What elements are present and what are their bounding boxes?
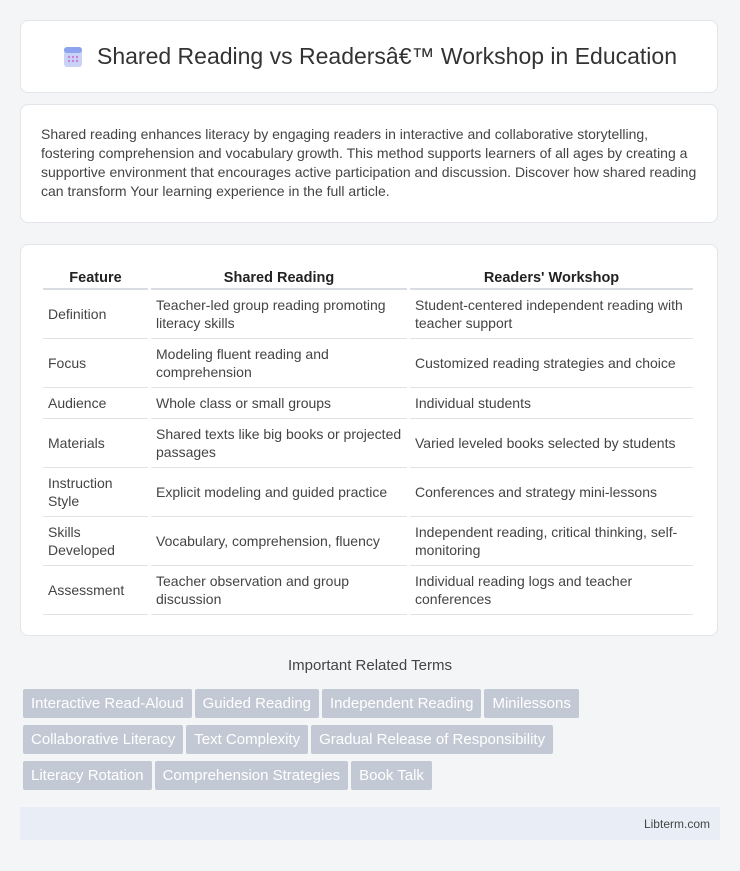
table-row: [43, 290, 693, 339]
term-tag[interactable]: Comprehension Strategies: [155, 761, 349, 790]
related-terms-list: [23, 689, 723, 797]
feature-cell: Assessment: [43, 566, 148, 615]
readers-workshop-cell: Student-centered independent reading with teacher support: [410, 290, 693, 339]
term-tag[interactable]: Guided Reading: [195, 689, 319, 718]
table-header-row: [43, 265, 693, 290]
term-tag[interactable]: Interactive Read-Aloud: [23, 689, 192, 718]
term-tag[interactable]: Book Talk: [351, 761, 432, 790]
table-row: [43, 419, 693, 468]
comparison-table: [40, 265, 696, 615]
term-tag[interactable]: Independent Reading: [322, 689, 481, 718]
feature-cell: Audience: [43, 388, 148, 419]
term-tag[interactable]: Collaborative Literacy: [23, 725, 183, 754]
readers-workshop-cell: Individual reading logs and teacher conferences: [410, 566, 693, 615]
readers-workshop-cell: Independent reading, critical thinking, self-monitoring: [410, 517, 693, 566]
intro-text: Shared reading enhances literacy by engaging readers in interactive and collaborative storytelling, fostering comprehension and vocabulary growth. This method supports learners of all ages by creating a supportive environment that encourages active participation and discussion. Discover how shared reading can transform Your learning experience in the full article.: [41, 126, 697, 199]
shared-reading-cell: Modeling fluent reading and comprehension: [151, 339, 407, 388]
shared-reading-cell: Whole class or small groups: [151, 388, 407, 419]
readers-workshop-cell: Customized reading strategies and choice: [410, 339, 693, 388]
shared-reading-cell: Vocabulary, comprehension, fluency: [151, 517, 407, 566]
shared-reading-cell: Explicit modeling and guided practice: [151, 468, 407, 517]
readers-workshop-cell: Conferences and strategy mini-lessons: [410, 468, 693, 517]
feature-cell: Focus: [43, 339, 148, 388]
readers-workshop-cell: Varied leveled books selected by students: [410, 419, 693, 468]
table-row: [43, 468, 693, 517]
term-tag[interactable]: Gradual Release of Responsibility: [311, 725, 553, 754]
related-terms-title: Important Related Terms: [288, 657, 452, 674]
header-card: [20, 20, 718, 93]
term-tag[interactable]: Literacy Rotation: [23, 761, 152, 790]
intro-card: [20, 104, 718, 223]
feature-cell: Instruction Style: [43, 468, 148, 517]
term-tag[interactable]: Minilessons: [484, 689, 578, 718]
footer: [20, 807, 720, 840]
feature-cell: Materials: [43, 419, 148, 468]
column-header: Shared Reading: [151, 265, 407, 290]
feature-cell: Skills Developed: [43, 517, 148, 566]
table-row: [43, 566, 693, 615]
term-tag[interactable]: Text Complexity: [186, 725, 308, 754]
page-title: Shared Reading vs Readersâ€™ Workshop in Education: [96, 43, 678, 69]
table-row: [43, 339, 693, 388]
document-icon: [61, 45, 85, 69]
column-header: Feature: [43, 265, 148, 290]
readers-workshop-cell: Individual students: [410, 388, 693, 419]
table-row: [43, 388, 693, 419]
shared-reading-cell: Teacher-led group reading promoting literacy skills: [151, 290, 407, 339]
comparison-card: [20, 244, 718, 636]
column-header: Readers' Workshop: [410, 265, 693, 290]
footer-site-link[interactable]: Libterm.com: [643, 817, 710, 831]
feature-cell: Definition: [43, 290, 148, 339]
shared-reading-cell: Teacher observation and group discussion: [151, 566, 407, 615]
table-row: [43, 517, 693, 566]
shared-reading-cell: Shared texts like big books or projected passages: [151, 419, 407, 468]
